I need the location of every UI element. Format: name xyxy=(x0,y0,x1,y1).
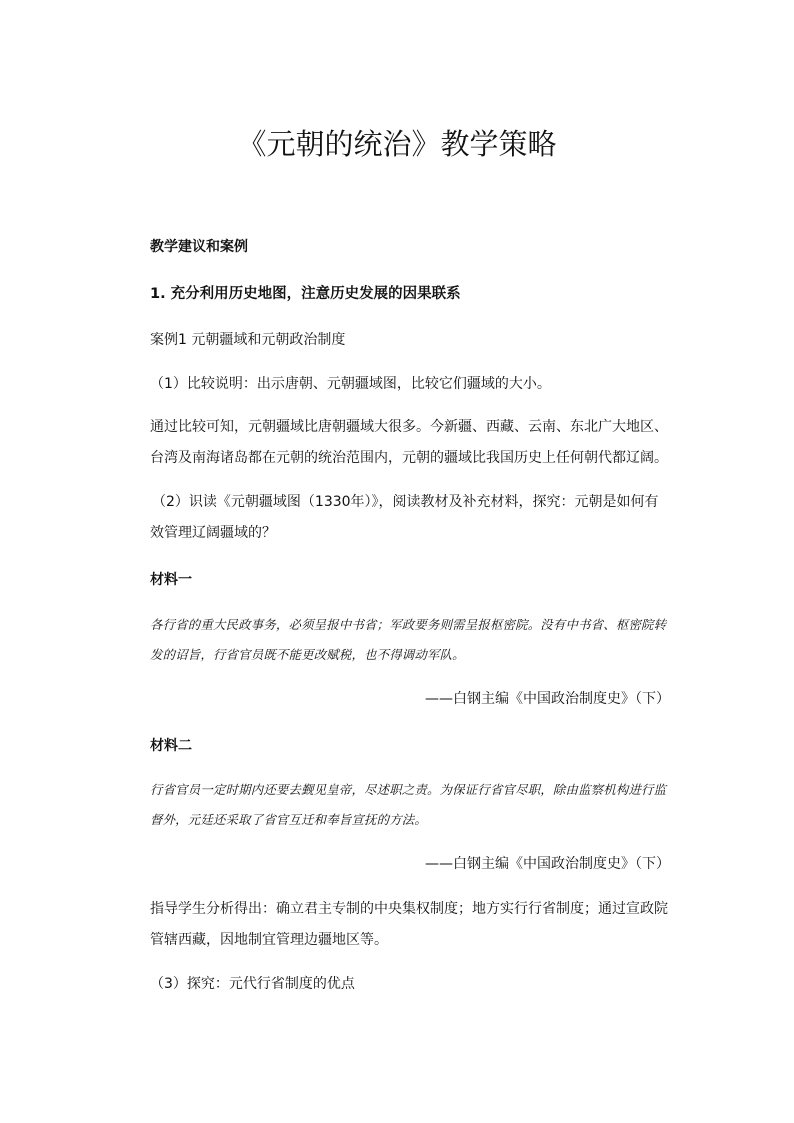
paragraph-territory-comparison: 通过比较可知，元朝疆域比唐朝疆域大很多。今新疆、西藏、云南、东北广大地区、台湾及南海诸岛都在元朝的统治范围内，元朝的疆域比我国历史上任何朝代都辽阔。 xyxy=(150,419,668,466)
document-title: 《元朝的统治》教学策略 xyxy=(237,127,557,161)
step-2-text: （2）识读《元朝疆域图（1330年）》，阅读教材及补充材料，探究：元朝是如何有效管理辽阔疆域的？ xyxy=(150,494,659,541)
paragraph-analysis-guidance: 指导学生分析得出：确立君主专制的中央集权制度；地方实行行省制度；通过宣政院管辖西藏，因地制宜管理边疆地区等。 xyxy=(150,901,668,948)
step-3-text: （3）探究：元代行省制度的优点 xyxy=(150,976,355,992)
material-2-quote: 行省官员一定时期内还要去觐见皇帝，尽述职之责。为保证行省官尽职，除由监察机构进行监督外，元廷还采取了省官互迁和奉旨宣抚的方法。 xyxy=(150,782,667,827)
material-2-source: ——白钢主编《中国政治制度史》（下） xyxy=(425,856,670,872)
subsection-heading: 1. 充分利用历史地图，注意历史发展的因果联系 xyxy=(150,286,461,302)
material-1-quote: 各行省的重大民政事务，必须呈报中书省；军政要务则需呈报枢密院。没有中书省、枢密院转发的诏旨，行省官员既不能更改赋税，也不得调动军队。 xyxy=(150,617,667,662)
material-1-source: ——白钢主编《中国政治制度史》（下） xyxy=(425,691,670,707)
case-label: 案例1 元朝疆域和元朝政治制度 xyxy=(150,332,346,348)
material-1-label: 材料一 xyxy=(150,572,192,588)
material-2-label: 材料二 xyxy=(150,738,192,754)
section-heading: 教学建议和案例 xyxy=(150,239,248,255)
step-1-text: （1）比较说明：出示唐朝、元朝疆域图，比较它们疆域的大小。 xyxy=(150,376,551,392)
